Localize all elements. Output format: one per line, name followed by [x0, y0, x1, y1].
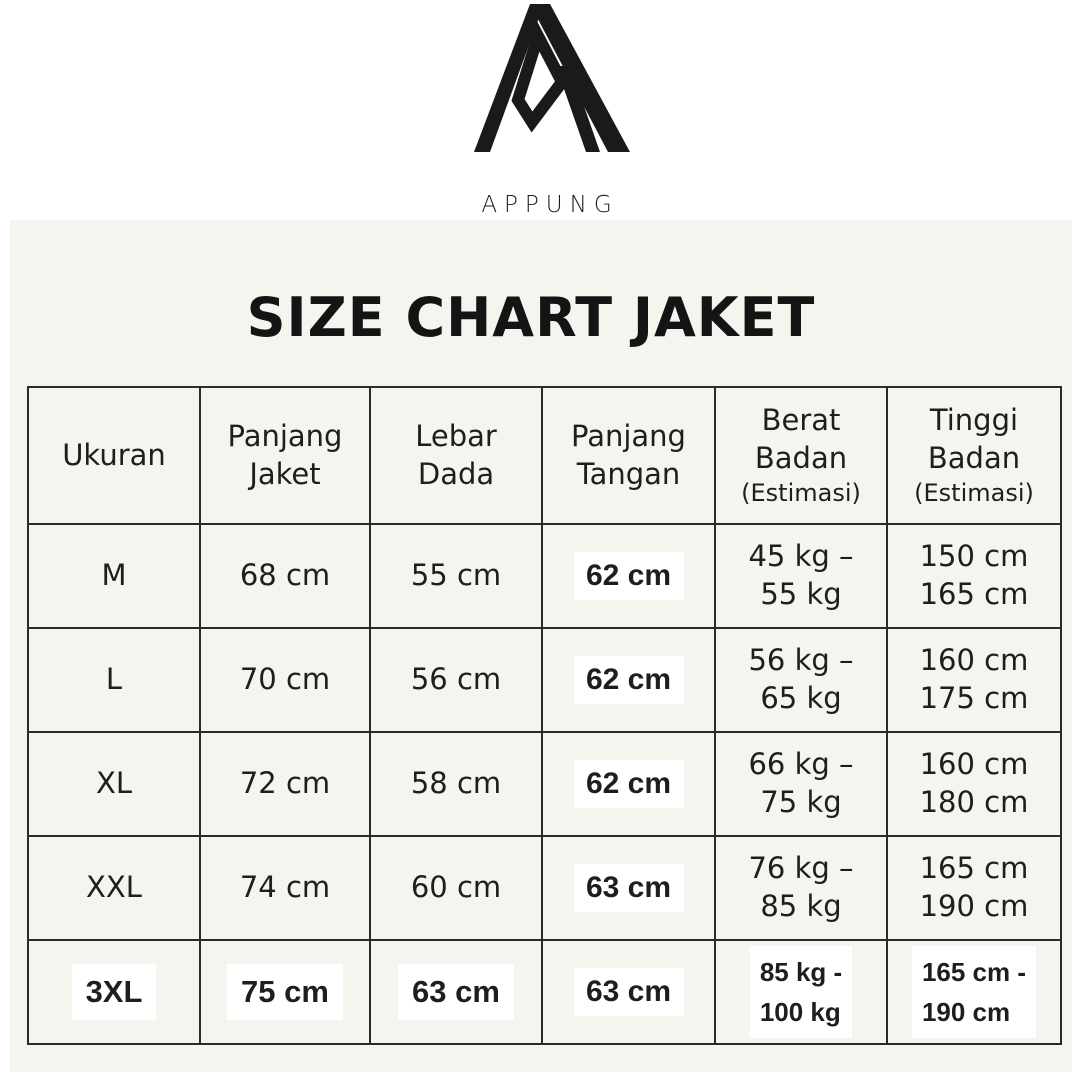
- header-berat-badan: Berat Badan (Estimasi): [715, 387, 887, 524]
- cell-size: 3XL: [28, 940, 200, 1044]
- header-tinggi-badan: Tinggi Badan (Estimasi): [887, 387, 1061, 524]
- cell-lebar-dada: 60 cm: [370, 836, 542, 940]
- header-ukuran: Ukuran: [28, 387, 200, 524]
- cell-size: L: [28, 628, 200, 732]
- cell-panjang-tangan: 63 cm: [542, 940, 715, 1044]
- cell-tinggi-badan: 150 cm 165 cm: [887, 524, 1061, 628]
- table-row: [28, 836, 1061, 940]
- table-row: [28, 940, 1061, 1044]
- table-row: [28, 524, 1061, 628]
- cell-size: XXL: [28, 836, 200, 940]
- cell-size: M: [28, 524, 200, 628]
- cell-tinggi-badan: 165 cm - 190 cm: [887, 940, 1061, 1044]
- cell-panjang-jaket: 70 cm: [200, 628, 370, 732]
- cell-tinggi-badan: 160 cm 180 cm: [887, 732, 1061, 836]
- cell-tinggi-badan: 160 cm 175 cm: [887, 628, 1061, 732]
- cell-lebar-dada: 56 cm: [370, 628, 542, 732]
- cell-berat-badan: 66 kg – 75 kg: [715, 732, 887, 836]
- cell-berat-badan: 56 kg – 65 kg: [715, 628, 887, 732]
- cell-panjang-tangan: 62 cm: [542, 524, 715, 628]
- cell-panjang-jaket: 72 cm: [200, 732, 370, 836]
- cell-lebar-dada: 55 cm: [370, 524, 542, 628]
- cell-panjang-jaket: 68 cm: [200, 524, 370, 628]
- page-title: SIZE CHART JAKET: [246, 286, 816, 349]
- cell-lebar-dada: 58 cm: [370, 732, 542, 836]
- size-table: [27, 386, 1062, 1045]
- cell-size: XL: [28, 732, 200, 836]
- cell-tinggi-badan: 165 cm 190 cm: [887, 836, 1061, 940]
- cell-berat-badan: 45 kg – 55 kg: [715, 524, 887, 628]
- cell-panjang-jaket: 74 cm: [200, 836, 370, 940]
- table-header-row: [28, 387, 1061, 524]
- brand-name: APPUNG: [481, 192, 619, 218]
- header-panjang-tangan: Panjang Tangan: [542, 387, 715, 524]
- appung-logo-icon: [470, 4, 635, 154]
- table-row: [28, 732, 1061, 836]
- header-panjang-jaket: Panjang Jaket: [200, 387, 370, 524]
- cell-panjang-tangan: 62 cm: [542, 732, 715, 836]
- cell-panjang-tangan: 63 cm: [542, 836, 715, 940]
- cell-panjang-tangan: 62 cm: [542, 628, 715, 732]
- cell-berat-badan: 85 kg - 100 kg: [715, 940, 887, 1044]
- table-row: [28, 628, 1061, 732]
- cell-lebar-dada: 63 cm: [370, 940, 542, 1044]
- header-lebar-dada: Lebar Dada: [370, 387, 542, 524]
- cell-panjang-jaket: 75 cm: [200, 940, 370, 1044]
- cell-berat-badan: 76 kg – 85 kg: [715, 836, 887, 940]
